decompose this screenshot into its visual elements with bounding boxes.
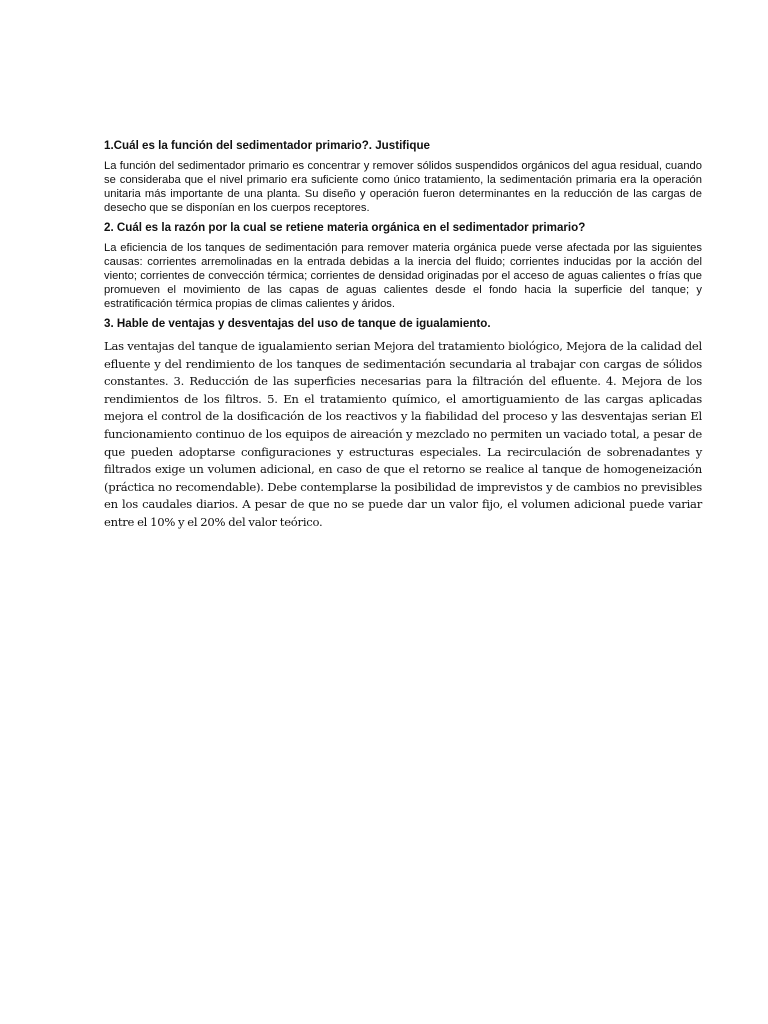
question-1-heading: 1.Cuál es la función del sedimentador primario?. Justifique — [104, 139, 430, 152]
answer-3-paragraph: Las ventajas del tanque de igualamiento serian Mejora del tratamiento biológico, Mejora de la calidad del efluente y del rendimiento de los tanques de sedimentación secundaria al trabajar con cargas de sólidos constantes. 3. Reducción de las superficies necesarias para la filtración del efluente. 4. Mejora de los rendimientos de los filtros. 5. En el tratamiento químico, el amortiguamiento de las cargas aplicadas mejora el control de la dosificación de los reactivos y la fiabilidad del proceso y las desventajas serian El funcionamiento continuo de los equipos de aireación y mezclado no permiten un vaciado total, a pesar de que pueden adoptarse configuraciones y estructuras especiales. La recirculación de sobrenadantes y filtrados exige un volumen adicional, en caso de que el retorno se realice al tanque de homogeneización (práctica no recomendable). Debe contemplarse la posibilidad de imprevistos y de cambios no previsibles en los caudales diarios. A pesar de que no se puede dar un valor fijo, el volumen adicional puede variar entre el 10% y el 20% del valor teórico. — [104, 339, 702, 529]
document-page — [104, 138, 702, 537]
answer-2-paragraph: La eficiencia de los tanques de sedimentación para remover materia orgánica puede verse afectada por las siguientes causas: corrientes arremolinadas en la entrada debidas a la inercia del fluido; corrientes inducidas por la acción del viento; corrientes de convección térmica; corrientes de densidad originadas por el acceso de aguas calientes o frías que promueven el movimiento de las capas de aguas calientes desde el fondo hacia la superficie del tanque; y estratificación térmica propias de climas calientes y áridos. — [104, 242, 702, 310]
answer-1-paragraph: La función del sedimentador primario es concentrar y remover sólidos suspendidos orgánicos del agua residual, cuando se consideraba que el nivel primario era suficiente como único tratamiento, la sedimentación primaria era la operación unitaria más importante de una planta. Su diseño y operación fueron determinantes en la reducción de las cargas de desecho que se disponían en los cuerpos receptores. — [104, 160, 702, 214]
question-3-heading: 3. Hable de ventajas y desventajas del uso de tanque de igualamiento. — [104, 317, 491, 330]
question-2-heading: 2. Cuál es la razón por la cual se retiene materia orgánica en el sedimentador primario? — [104, 221, 586, 234]
